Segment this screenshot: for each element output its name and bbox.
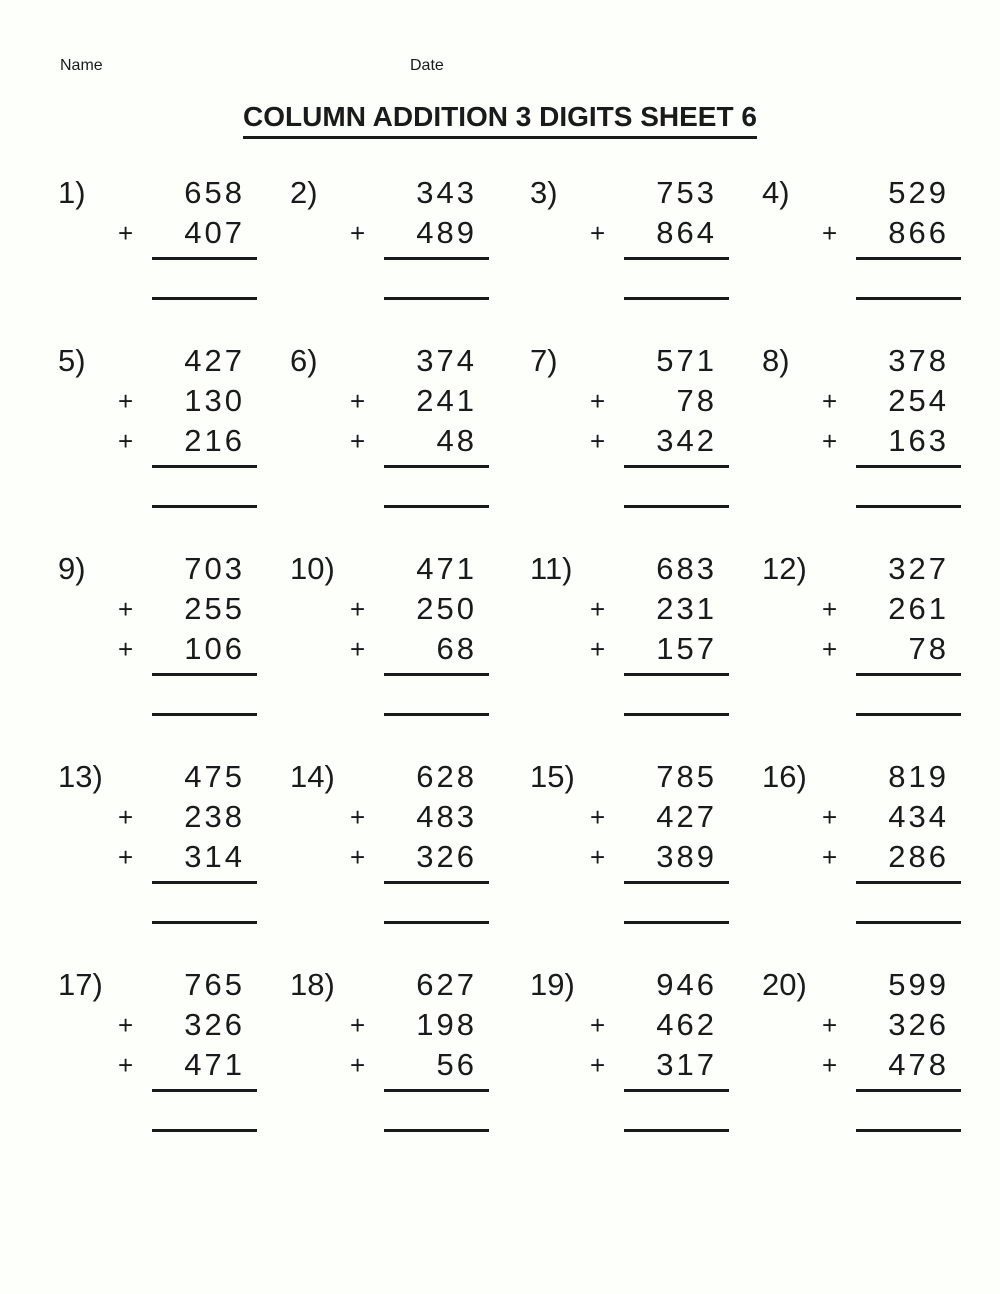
answer-line [152,297,257,300]
problem-number: 3) [530,175,558,210]
addend-row [822,837,961,877]
addend-row [624,549,729,589]
plus-icon: + [350,386,366,416]
problem-cell [40,965,272,1173]
addend-row [856,549,961,589]
addend-row [856,757,961,797]
plus-icon: + [350,842,366,872]
addend-row [822,381,961,421]
problem-cell [272,173,512,341]
addend-value: 628 [416,759,477,794]
addend-value: 48 [436,423,477,458]
plus-icon: + [118,594,134,624]
addend-row [384,965,489,1005]
problem-cell [272,549,512,757]
plus-icon: + [118,426,134,456]
worksheet-title: COLUMN ADDITION 3 DIGITS SHEET 6 [243,101,757,139]
problem-cell [744,965,980,1173]
answer-line [624,505,729,508]
addend-row [590,1005,729,1045]
plus-icon: + [350,1050,366,1080]
problem-number: 10) [290,551,335,586]
answer-line [856,297,961,300]
addend-value: 866 [888,215,949,250]
problem-cell [512,965,744,1173]
addend-value: 216 [184,423,245,458]
addend-value: 753 [656,175,717,210]
problem-body [590,757,729,924]
date-label: Date [410,57,444,74]
name-label: Name [60,57,103,74]
plus-icon: + [118,1050,134,1080]
problem-body [350,549,489,716]
answer-gap [384,468,489,505]
problem-number: 1) [58,175,86,210]
problem-body [822,549,961,716]
plus-icon: + [590,842,606,872]
addend-row [350,213,489,253]
addend-row [856,341,961,381]
plus-icon: + [590,634,606,664]
addend-row [350,421,489,461]
addend-value: 946 [656,967,717,1002]
plus-icon: + [822,1010,838,1040]
plus-icon: + [822,386,838,416]
answer-line [152,713,257,716]
plus-icon: + [590,426,606,456]
answer-gap [384,260,489,297]
addend-row [384,341,489,381]
plus-icon: + [822,218,838,248]
plus-icon: + [590,1010,606,1040]
problem-cell [272,757,512,965]
addend-value: 864 [656,215,717,250]
answer-gap [152,260,257,297]
addend-row [350,381,489,421]
addend-row [822,629,961,669]
addend-value: 529 [888,175,949,210]
addend-row [590,213,729,253]
problem-number: 20) [762,967,807,1002]
problem-body [822,965,961,1132]
addend-row [118,589,257,629]
addend-row [822,1045,961,1085]
addend-row [590,837,729,877]
addend-row [118,381,257,421]
problem-number: 18) [290,967,335,1002]
addend-value: 255 [184,591,245,626]
problem-body [822,341,961,508]
addend-row [822,797,961,837]
addend-row [590,381,729,421]
addend-value: 314 [184,839,245,874]
addend-row [152,173,257,213]
addend-value: 343 [416,175,477,210]
answer-gap [384,676,489,713]
problem-cell [272,341,512,549]
answer-line [384,713,489,716]
problem-body [350,173,489,300]
plus-icon: + [350,634,366,664]
problem-number: 6) [290,343,318,378]
addend-value: 68 [436,631,477,666]
problem-body [118,173,257,300]
problem-number: 8) [762,343,790,378]
answer-line [856,921,961,924]
answer-gap [856,1092,961,1129]
addend-value: 157 [656,631,717,666]
addend-row [624,757,729,797]
problem-cell [744,341,980,549]
addend-row [152,965,257,1005]
answer-gap [152,468,257,505]
answer-gap [624,676,729,713]
addend-row [384,757,489,797]
addend-value: 462 [656,1007,717,1042]
addend-value: 130 [184,383,245,418]
addend-value: 483 [416,799,477,834]
addend-value: 261 [888,591,949,626]
addend-value: 250 [416,591,477,626]
addend-row [118,1005,257,1045]
problem-cell [744,549,980,757]
problem-body [590,173,729,300]
problem-cell [744,173,980,341]
addend-row [822,589,961,629]
addend-row [590,797,729,837]
plus-icon: + [118,218,134,248]
problem-number: 16) [762,759,807,794]
addend-row [590,1045,729,1085]
problems-grid [40,173,980,1173]
plus-icon: + [590,218,606,248]
addend-value: 475 [184,759,245,794]
problem-body [350,965,489,1132]
addend-value: 56 [436,1047,477,1082]
problem-body [350,341,489,508]
answer-line [152,1129,257,1132]
answer-line [384,505,489,508]
addend-value: 106 [184,631,245,666]
addend-value: 785 [656,759,717,794]
addend-value: 407 [184,215,245,250]
addend-row [624,965,729,1005]
addend-row [822,1005,961,1045]
addend-value: 658 [184,175,245,210]
problem-cell [512,549,744,757]
answer-line [856,1129,961,1132]
problem-cell [40,173,272,341]
addend-value: 78 [676,383,717,418]
addend-value: 683 [656,551,717,586]
plus-icon: + [822,802,838,832]
answer-line [856,713,961,716]
addend-value: 198 [416,1007,477,1042]
plus-icon: + [350,802,366,832]
addend-row [118,837,257,877]
addend-row [856,965,961,1005]
addend-value: 819 [888,759,949,794]
addend-row [118,797,257,837]
plus-icon: + [350,1010,366,1040]
addend-value: 478 [888,1047,949,1082]
problem-number: 12) [762,551,807,586]
plus-icon: + [822,1050,838,1080]
addend-row [152,549,257,589]
title-row [0,101,1000,139]
problem-cell [512,173,744,341]
answer-line [624,297,729,300]
plus-icon: + [118,386,134,416]
answer-gap [624,1092,729,1129]
addend-row [590,589,729,629]
answer-gap [624,468,729,505]
addend-row [822,421,961,461]
plus-icon: + [350,594,366,624]
plus-icon: + [118,634,134,664]
addend-value: 231 [656,591,717,626]
plus-icon: + [350,426,366,456]
answer-line [152,921,257,924]
addend-row [350,1005,489,1045]
addend-value: 389 [656,839,717,874]
answer-gap [856,468,961,505]
addend-value: 471 [184,1047,245,1082]
problem-number: 17) [58,967,103,1002]
addend-row [590,421,729,461]
plus-icon: + [590,802,606,832]
problem-number: 15) [530,759,575,794]
problem-number: 4) [762,175,790,210]
addend-value: 286 [888,839,949,874]
addend-row [384,173,489,213]
addend-value: 703 [184,551,245,586]
plus-icon: + [118,802,134,832]
answer-line [624,1129,729,1132]
addend-row [350,1045,489,1085]
plus-icon: + [822,594,838,624]
answer-gap [384,1092,489,1129]
answer-line [384,921,489,924]
answer-line [384,1129,489,1132]
problem-cell [744,757,980,965]
answer-gap [856,676,961,713]
addend-row [856,173,961,213]
plus-icon: + [822,426,838,456]
addend-value: 489 [416,215,477,250]
addend-row [118,213,257,253]
addend-value: 163 [888,423,949,458]
addend-row [350,837,489,877]
problem-body [118,965,257,1132]
plus-icon: + [118,842,134,872]
addend-row [384,549,489,589]
answer-gap [624,260,729,297]
addend-value: 427 [656,799,717,834]
addend-row [118,1045,257,1085]
answer-line [624,921,729,924]
problem-number: 11) [530,551,573,586]
addend-value: 434 [888,799,949,834]
problem-body [118,757,257,924]
addend-value: 326 [416,839,477,874]
problem-cell [512,341,744,549]
problem-body [590,549,729,716]
addend-value: 78 [908,631,949,666]
addend-row [152,341,257,381]
problem-body [590,965,729,1132]
problem-number: 5) [58,343,86,378]
addend-value: 317 [656,1047,717,1082]
answer-line [384,297,489,300]
problem-cell [512,757,744,965]
problem-cell [40,341,272,549]
addend-value: 241 [416,383,477,418]
answer-gap [152,1092,257,1129]
answer-gap [152,884,257,921]
problem-body [118,549,257,716]
addend-row [624,173,729,213]
addend-value: 342 [656,423,717,458]
answer-gap [152,676,257,713]
addend-row [118,421,257,461]
addend-value: 327 [888,551,949,586]
addend-row [350,589,489,629]
problem-body [350,757,489,924]
problem-body [822,173,961,300]
addend-value: 254 [888,383,949,418]
problem-body [118,341,257,508]
answer-gap [624,884,729,921]
addend-row [624,341,729,381]
addend-value: 326 [888,1007,949,1042]
answer-line [856,505,961,508]
addend-row [350,629,489,669]
addend-value: 599 [888,967,949,1002]
addend-value: 374 [416,343,477,378]
addend-value: 471 [416,551,477,586]
answer-line [152,505,257,508]
addend-value: 326 [184,1007,245,1042]
plus-icon: + [822,634,838,664]
plus-icon: + [590,1050,606,1080]
addend-value: 627 [416,967,477,1002]
addend-value: 765 [184,967,245,1002]
plus-icon: + [822,842,838,872]
problem-number: 19) [530,967,575,1002]
answer-gap [384,884,489,921]
addend-row [350,797,489,837]
problem-number: 13) [58,759,103,794]
addend-row [822,213,961,253]
problem-body [822,757,961,924]
plus-icon: + [590,594,606,624]
answer-gap [856,884,961,921]
addend-row [118,629,257,669]
answer-line [624,713,729,716]
addend-row [590,629,729,669]
problem-number: 7) [530,343,558,378]
addend-value: 238 [184,799,245,834]
addend-value: 571 [656,343,717,378]
problem-cell [272,965,512,1173]
plus-icon: + [590,386,606,416]
problem-cell [40,757,272,965]
plus-icon: + [118,1010,134,1040]
plus-icon: + [350,218,366,248]
problem-body [590,341,729,508]
answer-gap [856,260,961,297]
addend-row [152,757,257,797]
problem-number: 2) [290,175,318,210]
addend-value: 427 [184,343,245,378]
addend-value: 378 [888,343,949,378]
problem-number: 14) [290,759,335,794]
problem-number: 9) [58,551,86,586]
problem-cell [40,549,272,757]
